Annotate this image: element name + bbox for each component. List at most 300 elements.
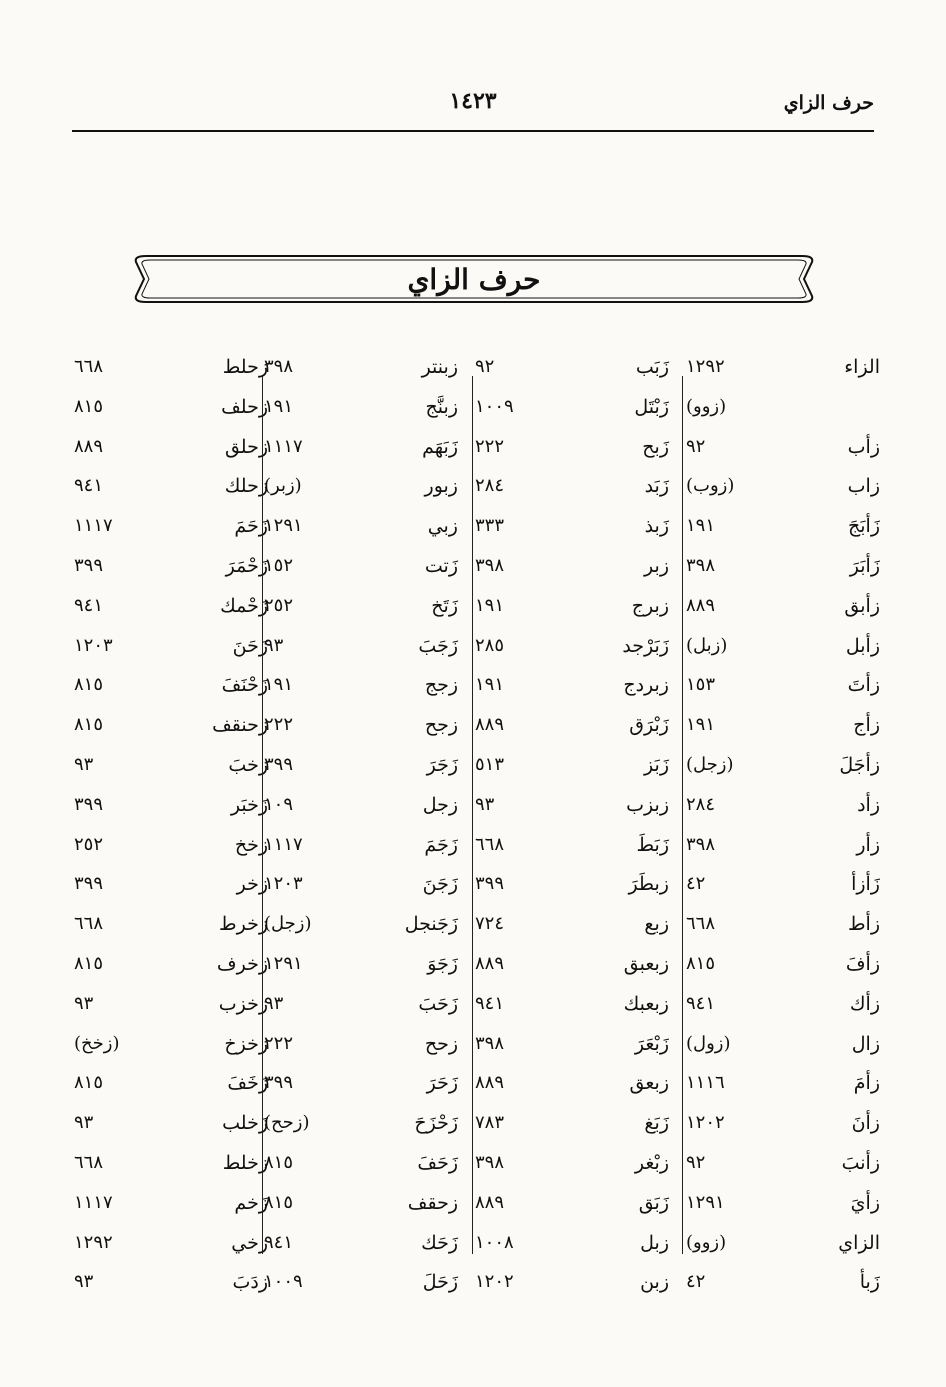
entry-word: زبردج [623, 674, 669, 697]
entry-word: زَحْمَرَ [225, 555, 268, 577]
entry-word: زَحْزَحَ [414, 1112, 458, 1135]
index-entry [684, 754, 880, 788]
banner-title: حرف الزاي [407, 263, 541, 296]
entry-word: زَجَوَ [427, 953, 458, 975]
index-entry [262, 1271, 458, 1305]
index-entry [72, 635, 268, 669]
entry-word: زَبَق [638, 1191, 669, 1214]
entry-page-ref: ٨١٥ [74, 674, 104, 696]
entry-page-ref: ٨٨٩ [475, 1072, 505, 1094]
index-entry [262, 635, 458, 669]
entry-word: زَجَنجل [404, 913, 458, 936]
index-entry [72, 993, 268, 1027]
index-entry [684, 436, 880, 470]
index-entry [473, 1192, 669, 1226]
index-entry [72, 953, 268, 987]
index-entry [473, 475, 669, 509]
entry-word: زَأبَرَ [849, 555, 880, 577]
index-entry [684, 1072, 880, 1106]
entry-word: زبع [644, 913, 669, 936]
index-entry [72, 1192, 268, 1226]
entry-page-ref: ٣٩٨ [686, 833, 716, 855]
index-entry [684, 396, 880, 430]
entry-word: زَبَز [644, 754, 669, 776]
index-entry [262, 834, 458, 868]
entry-page-ref: ١٠٠٨ [475, 1231, 514, 1253]
running-header-title: حرف الزاي [783, 92, 874, 114]
entry-page-ref: ١١١٧ [74, 515, 113, 537]
entry-page-ref: ٨١٥ [264, 1191, 294, 1213]
entry-word: زَأبَجَ [847, 515, 880, 538]
index-entry [684, 475, 880, 509]
index-entry [684, 1232, 880, 1266]
entry-page-ref: ١٠٠٩ [264, 1271, 303, 1293]
entry-page-ref: ٩٣ [264, 634, 284, 656]
entry-word: زأج [853, 714, 880, 737]
entry-page-ref: ١٩١ [475, 594, 505, 616]
entry-word: زخلط [222, 1152, 268, 1174]
entry-page-ref: ٨٨٩ [74, 435, 104, 457]
page-number: ١٤٢٣ [449, 88, 497, 114]
index-column [72, 356, 268, 1296]
entry-page-ref: ١٢٠٢ [686, 1112, 725, 1134]
index-entry [684, 714, 880, 748]
index-column [262, 356, 458, 1296]
entry-page-ref: ١١١٧ [74, 1191, 113, 1213]
column-divider [472, 376, 473, 1254]
entry-page-ref: ٢٨٥ [475, 634, 505, 656]
entry-word: زخرف [216, 953, 268, 975]
index-entry [262, 1192, 458, 1226]
entry-page-ref: ١٢٩١ [264, 515, 303, 537]
entry-word: زَجَنَ [422, 873, 458, 896]
entry-page-ref: ٣٩٨ [264, 356, 294, 377]
index-entry [262, 1152, 458, 1186]
index-entry [262, 396, 458, 430]
entry-page-ref: ١١١٧ [264, 435, 303, 457]
entry-page-ref: ١٩١ [686, 515, 716, 537]
entry-word: زَخَفَ [227, 1072, 268, 1095]
entry-word: زبر [644, 555, 669, 577]
entry-word: زَتت [424, 555, 458, 577]
index-entry [684, 356, 880, 390]
index-entry [684, 1033, 880, 1067]
entry-word: زأد [857, 793, 880, 816]
entry-page-ref: ٤٢ [686, 1271, 706, 1293]
index-entry [684, 913, 880, 947]
entry-word: زأنبَ [841, 1152, 880, 1174]
entry-word: زخرط [219, 913, 268, 936]
index-entry [72, 714, 268, 748]
entry-page-ref: ١١١٧ [264, 833, 303, 855]
index-entry [72, 1232, 268, 1266]
entry-page-ref: ٩٤١ [686, 992, 716, 1014]
entry-word: زَحَفَ [417, 1152, 458, 1174]
index-entry [684, 993, 880, 1027]
entry-word: زَبَغ [644, 1112, 669, 1135]
entry-word: زحح [424, 1032, 458, 1055]
index-entry [473, 1152, 669, 1186]
entry-word: الزاي [838, 1231, 880, 1254]
index-entry [473, 1232, 669, 1266]
index-entry [72, 356, 268, 390]
running-header [72, 84, 874, 132]
entry-page-ref: ٩٣ [74, 1271, 94, 1293]
entry-word: زأنَ [851, 1112, 880, 1135]
index-entry [684, 674, 880, 708]
entry-page-ref: (زبل) [686, 634, 728, 656]
entry-page-ref: ٢٢٢ [264, 1032, 294, 1054]
index-entry [684, 953, 880, 987]
entry-page-ref: ٨١٥ [74, 714, 104, 736]
entry-word: زخر [236, 873, 268, 896]
entry-word: زأر [856, 833, 880, 856]
entry-word: زحلك [224, 475, 268, 498]
index-entry [262, 993, 458, 1027]
entry-page-ref: ١٢٩١ [264, 953, 303, 974]
index-entry [473, 1112, 669, 1146]
index-entry [684, 1152, 880, 1186]
index-entry [72, 873, 268, 907]
section-banner [132, 254, 816, 304]
entry-word: زَحْمك [220, 594, 268, 617]
column-divider [682, 376, 683, 1254]
index-entry [72, 1112, 268, 1146]
entry-page-ref: (زول) [686, 1032, 731, 1054]
index-entry [473, 595, 669, 629]
index-entry [262, 913, 458, 947]
entry-page-ref: ٦٦٨ [74, 1152, 104, 1173]
entry-word: زَخبَر [230, 793, 268, 816]
entry-word: زال [851, 1032, 880, 1055]
entry-word: زخزب [218, 992, 268, 1015]
entry-page-ref: ٩٤١ [74, 594, 104, 616]
index-entry [473, 396, 669, 430]
entry-word: زَحَنَ [232, 634, 268, 657]
index-entry [262, 1112, 458, 1146]
index-entry [684, 515, 880, 549]
index-column [684, 356, 880, 1296]
index-entry [262, 555, 458, 589]
entry-page-ref: ٩٣ [264, 992, 284, 1014]
entry-word: زخي [231, 1231, 268, 1254]
index-entry [684, 794, 880, 828]
entry-page-ref: ٨٨٩ [475, 953, 505, 974]
index-entry [72, 396, 268, 430]
entry-word: زأفَ [845, 953, 880, 975]
entry-page-ref: ٩٣ [74, 992, 94, 1014]
entry-word: زبعبك [623, 992, 669, 1015]
entry-page-ref: ٧٨٣ [475, 1112, 505, 1134]
entry-word: زَحَمَ [234, 515, 268, 538]
index-entry [473, 1271, 669, 1305]
entry-word: زَبَب [635, 356, 669, 378]
entry-page-ref: ٧٢٤ [475, 913, 505, 935]
entry-page-ref: ٣٩٩ [74, 793, 104, 815]
index-entry [262, 595, 458, 629]
entry-page-ref: ١٩١ [686, 714, 716, 736]
index-entry [473, 356, 669, 390]
entry-word: زحلف [221, 395, 268, 418]
index-entry [684, 1192, 880, 1226]
entry-page-ref: ٥١٣ [475, 754, 505, 775]
entry-word: زَحَرَ [426, 1072, 458, 1095]
index-entry [684, 635, 880, 669]
entry-page-ref: ٦٦٨ [475, 833, 505, 855]
entry-page-ref: (زبر) [264, 475, 302, 497]
entry-word: زبور [424, 475, 458, 498]
entry-word: زَحَك [421, 1231, 458, 1254]
entry-word: زحلط [222, 356, 268, 378]
entry-word: زَحَلَ [422, 1271, 458, 1294]
column-divider [262, 376, 263, 1254]
entry-page-ref: ٨٨٩ [475, 1191, 505, 1213]
entry-page-ref: (زخخ) [74, 1032, 120, 1054]
entry-page-ref: ١٩١ [475, 674, 505, 696]
entry-page-ref: ١٢٠٣ [74, 634, 113, 656]
index-entry [72, 1033, 268, 1067]
entry-page-ref: ١٥٣ [686, 674, 716, 696]
entry-word: زَبح [642, 435, 669, 458]
index-entry [473, 436, 669, 470]
index-entry [72, 436, 268, 470]
index-entry [72, 475, 268, 509]
index-entry [473, 674, 669, 708]
entry-page-ref: ٣٣٣ [475, 515, 505, 537]
entry-word: زبن [640, 1271, 669, 1294]
index-entry [473, 913, 669, 947]
entry-page-ref: ٩٣ [74, 754, 94, 775]
index-entry [72, 1072, 268, 1106]
entry-word: زبنتر [421, 356, 458, 378]
entry-page-ref: ١٩١ [264, 395, 294, 417]
entry-page-ref: (زحح) [264, 1112, 310, 1134]
entry-word: زأجَلَ [839, 754, 880, 776]
entry-page-ref: ٢٨٤ [475, 475, 505, 497]
index-entry [72, 674, 268, 708]
entry-word: زخخ [234, 833, 268, 856]
index-entry [684, 1112, 880, 1146]
entry-word: زبْغر [634, 1152, 669, 1174]
entry-word: زَبأ [859, 1271, 880, 1294]
entry-page-ref: ٢٢٢ [264, 714, 294, 736]
index-entry [684, 1271, 880, 1305]
index-entry [72, 1271, 268, 1305]
index-entry [473, 1072, 669, 1106]
entry-word: زحنقف [212, 714, 268, 737]
entry-page-ref: ٣٩٩ [264, 754, 294, 775]
entry-word: زَبَد [644, 475, 669, 498]
entry-page-ref: ١٩١ [264, 674, 294, 696]
entry-page-ref: ٢٥٢ [264, 594, 294, 616]
entry-page-ref: (زجل) [264, 913, 312, 935]
index-entry [262, 1072, 458, 1106]
entry-page-ref: ٦٦٨ [74, 356, 104, 377]
entry-word: الزاء [844, 356, 880, 378]
entry-page-ref: ٩٢ [686, 435, 706, 457]
entry-word: زَبْتَل [634, 395, 669, 418]
index-entry [684, 873, 880, 907]
header-rule [72, 130, 874, 132]
index-entry [473, 555, 669, 589]
entry-word: زبنَّج [425, 395, 458, 418]
entry-page-ref: ١٢٩٢ [686, 356, 725, 377]
entry-word: زَبذ [644, 515, 669, 538]
index-entry [473, 834, 669, 868]
entry-page-ref: ٩٢ [475, 356, 495, 377]
entry-word: زبرج [631, 594, 669, 617]
entry-page-ref: ٨١٥ [74, 395, 104, 417]
index-entry [262, 1033, 458, 1067]
index-entry [473, 873, 669, 907]
entry-word: زأمَ [853, 1072, 880, 1095]
index-entry [262, 356, 458, 390]
entry-word: زَتَخ [431, 594, 458, 617]
entry-page-ref: ١٢٠٢ [475, 1271, 514, 1293]
index-entry [473, 953, 669, 987]
entry-word: زخزخ [224, 1032, 268, 1055]
entry-page-ref: ٨١٥ [264, 1152, 294, 1173]
index-entry [72, 555, 268, 589]
entry-word: زبعق [629, 1072, 669, 1095]
index-entry [473, 993, 669, 1027]
index-entry [473, 794, 669, 828]
entry-word: زأبل [845, 634, 880, 657]
index-table [72, 356, 880, 1296]
entry-word: زبزب [626, 793, 669, 816]
entry-page-ref: ١٢٩٢ [74, 1231, 113, 1253]
entry-page-ref: ٣٩٨ [475, 1032, 505, 1054]
index-entry [72, 754, 268, 788]
entry-word: زَبَرْجد [622, 634, 669, 657]
index-entry [262, 754, 458, 788]
entry-page-ref: ٣٩٩ [475, 873, 505, 895]
entry-page-ref: ٣٩٩ [74, 873, 104, 895]
index-entry [473, 714, 669, 748]
index-entry [473, 635, 669, 669]
entry-page-ref: ١٢٩١ [686, 1191, 725, 1213]
index-entry [262, 794, 458, 828]
entry-word: زاب [847, 475, 880, 498]
entry-word: زَجَبَ [418, 634, 458, 657]
entry-page-ref: ١١١٦ [686, 1072, 725, 1094]
entry-page-ref: ٤٢ [686, 873, 706, 895]
entry-page-ref: ٨٨٩ [686, 594, 716, 616]
index-entry [262, 515, 458, 549]
index-entry [262, 1232, 458, 1266]
entry-page-ref: ٩٤١ [475, 992, 505, 1014]
index-entry [262, 674, 458, 708]
index-entry [72, 515, 268, 549]
entry-page-ref: ٣٩٨ [686, 555, 716, 576]
entry-word: زَبَطَ [636, 833, 669, 856]
entry-word: زخبَ [228, 754, 268, 776]
entry-word: زحقف [407, 1191, 458, 1214]
entry-page-ref: ٨١٥ [74, 953, 104, 974]
index-entry [262, 436, 458, 470]
entry-word: زبي [427, 515, 458, 538]
entry-word: زجل [422, 793, 458, 816]
index-entry [72, 1152, 268, 1186]
entry-page-ref: ٣٩٨ [475, 555, 505, 576]
entry-page-ref: ٨١٥ [74, 1072, 104, 1094]
entry-word: زأط [847, 913, 880, 936]
entry-word: زَأزأ [851, 873, 880, 896]
entry-page-ref: (زوو) [686, 1231, 727, 1253]
entry-page-ref: ٩٤١ [264, 1231, 294, 1253]
entry-page-ref: ٩٣ [475, 793, 495, 815]
entry-page-ref: ١٥٢ [264, 555, 294, 576]
entry-word: زدَبَ [232, 1271, 268, 1294]
entry-word: زأتَ [847, 674, 880, 697]
entry-page-ref: (زجل) [686, 754, 734, 775]
index-entry [684, 595, 880, 629]
index-entry [473, 1033, 669, 1067]
index-entry [262, 953, 458, 987]
entry-word: زَجَمَ [424, 833, 458, 856]
index-entry [72, 834, 268, 868]
entry-word: زَجَرَ [426, 754, 458, 776]
entry-page-ref: ٢٨٤ [686, 793, 716, 815]
index-entry [262, 714, 458, 748]
entry-word: زَحَبَ [418, 992, 458, 1015]
entry-page-ref: ٨١٥ [686, 953, 716, 974]
entry-page-ref: ٨٨٩ [475, 714, 505, 736]
entry-page-ref: ٦٦٨ [686, 913, 716, 935]
entry-page-ref: ٩٤١ [74, 475, 104, 497]
entry-page-ref: ٣٩٩ [264, 1072, 294, 1094]
index-entry [684, 834, 880, 868]
entry-page-ref: ٢٥٢ [74, 833, 104, 855]
entry-page-ref: ١٠٠٩ [475, 395, 514, 417]
entry-word: زَخم [234, 1191, 268, 1214]
entry-word: زبل [640, 1231, 669, 1254]
entry-word: زجح [424, 714, 458, 737]
entry-page-ref: ٣٩٩ [74, 555, 104, 576]
entry-page-ref: ١٢٠٣ [264, 873, 303, 895]
index-entry [684, 555, 880, 589]
entry-word: زَبْرَق [629, 714, 669, 737]
entry-word: زَبَهَم [422, 435, 458, 458]
entry-page-ref: ٩٣ [74, 1112, 94, 1134]
entry-page-ref: ٦٦٨ [74, 913, 104, 935]
entry-word: زأيَ [850, 1191, 880, 1214]
entry-page-ref: ٣٩٨ [475, 1152, 505, 1173]
entry-page-ref: ١٠٩ [264, 793, 294, 815]
index-entry [473, 754, 669, 788]
entry-word: زأك [849, 992, 880, 1015]
entry-page-ref: (زوو) [686, 395, 727, 417]
index-entry [72, 595, 268, 629]
index-entry [72, 913, 268, 947]
entry-page-ref: (زوب) [686, 475, 735, 497]
entry-page-ref: ٢٢٢ [475, 435, 505, 457]
entry-word: زَبْعَرَ [634, 1032, 669, 1055]
entry-word: زأب [847, 435, 880, 458]
index-entry [262, 475, 458, 509]
entry-page-ref: ٩٢ [686, 1152, 706, 1173]
index-entry [262, 873, 458, 907]
entry-word: زجج [424, 674, 458, 697]
index-column [473, 356, 669, 1296]
entry-word: زبعبق [623, 953, 669, 975]
entry-word: زحلق [224, 435, 268, 458]
index-entry [473, 515, 669, 549]
entry-word: زأبق [844, 594, 880, 617]
index-entry [72, 794, 268, 828]
entry-word: زَخلب [222, 1112, 268, 1135]
entry-word: زَحْنَفَ [221, 674, 268, 697]
